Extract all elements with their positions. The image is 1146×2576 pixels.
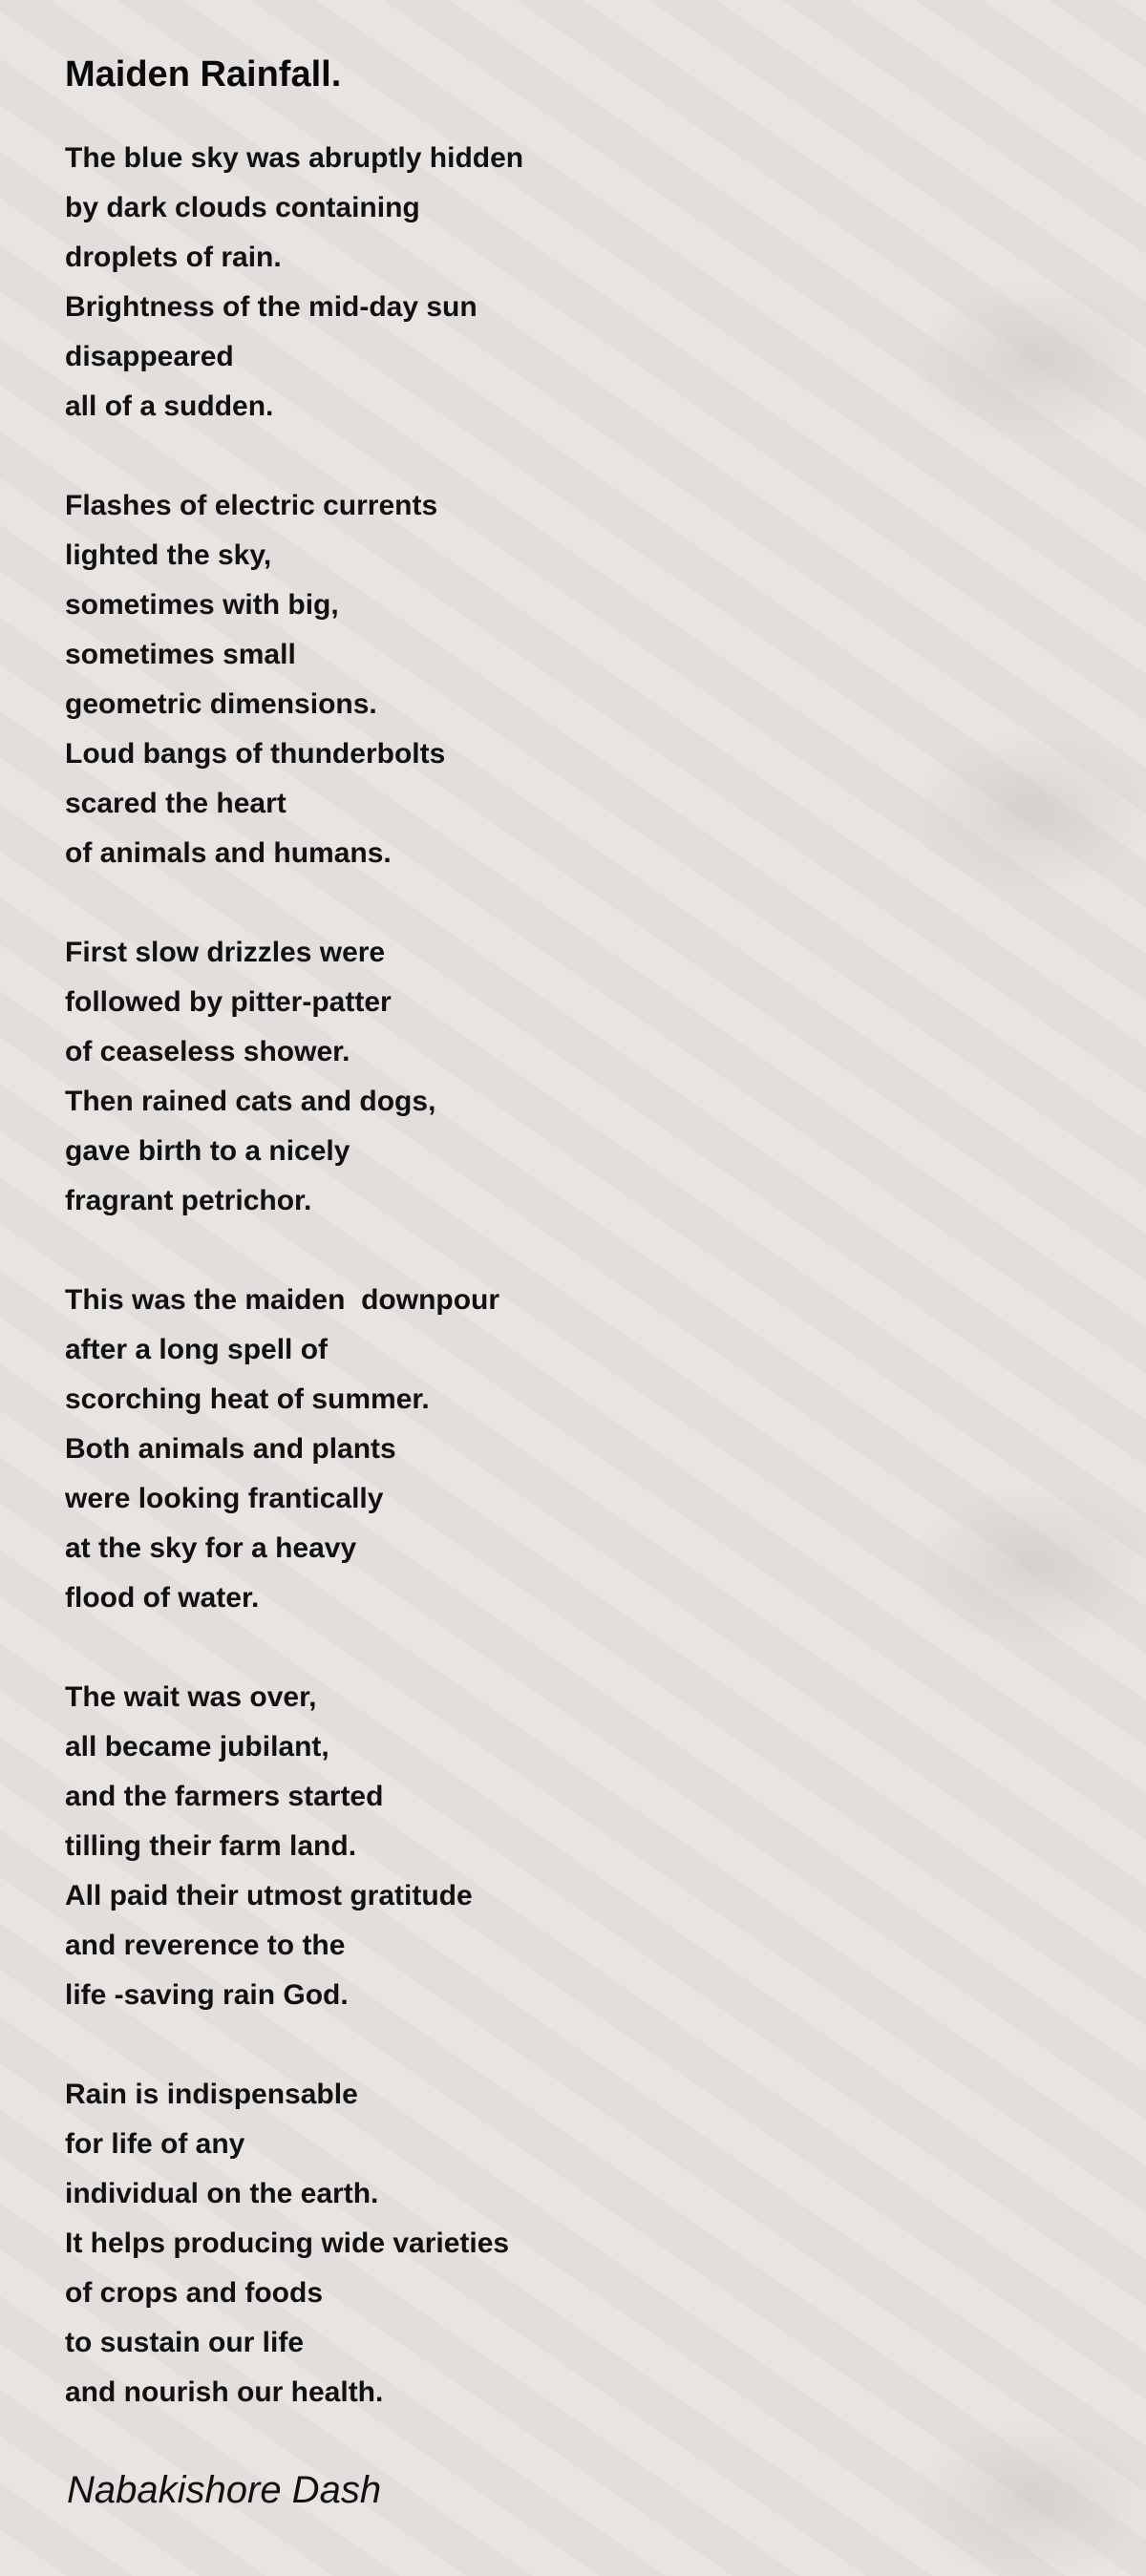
poem-line: and the farmers started [65, 1781, 384, 1812]
poem-line: of crops and foods [65, 2277, 323, 2309]
poem-line: It helps producing wide varieties [65, 2228, 510, 2259]
poem-line: lighted the sky, [65, 539, 272, 571]
poem-line: sometimes small [65, 639, 296, 670]
poem-line: geometric dimensions. [65, 688, 377, 720]
poem-line: all of a sudden. [65, 391, 274, 422]
poem-line: Flashes of electric currents [65, 490, 438, 521]
poem-body [65, 134, 1077, 2418]
poem-line: The wait was over, [65, 1681, 317, 1713]
poem-line: fragrant petrichor. [65, 1185, 312, 1216]
stanza-4 [65, 1276, 1077, 1623]
poem-line: gave birth to a nicely [65, 1135, 350, 1167]
poem-line: were looking frantically [65, 1483, 384, 1514]
poem-line: droplets of rain. [65, 242, 282, 273]
stanza-2 [65, 481, 1077, 878]
poem-line: Both animals and plants [65, 1433, 396, 1465]
poem-line: all became jubilant, [65, 1731, 329, 1763]
stanza-6 [65, 2070, 1077, 2418]
poem-line: followed by pitter-patter [65, 986, 392, 1018]
poem-line: after a long spell of [65, 1334, 329, 1365]
poem-line: Then rained cats and dogs, [65, 1086, 436, 1117]
poem-line: Brightness of the mid-day sun [65, 291, 478, 323]
poem-line: The blue sky was abruptly hidden [65, 142, 524, 174]
poem-line: sometimes with big, [65, 589, 339, 621]
poem-line: tilling their farm land. [65, 1830, 357, 1862]
poem-title: Maiden Rainfall. [65, 54, 342, 95]
poem-line: and reverence to the [65, 1930, 346, 1961]
stanza-3 [65, 928, 1077, 1226]
poem-line: Rain is indispensable [65, 2079, 358, 2110]
poem-line: by dark clouds containing [65, 192, 420, 223]
poem-line: flood of water. [65, 1582, 260, 1614]
poem-line: individual on the earth. [65, 2178, 379, 2209]
poem-line: of ceaseless shower. [65, 1036, 350, 1067]
stanza-1 [65, 134, 1077, 432]
poem-line: This was the maiden downpour [65, 1284, 500, 1316]
poem-line: at the sky for a heavy [65, 1532, 357, 1564]
poem-line: scorching heat of summer. [65, 1383, 430, 1415]
poem-line: Loud bangs of thunderbolts [65, 738, 446, 770]
poem-line: for life of any [65, 2128, 245, 2160]
poem-line: disappeared [65, 341, 234, 372]
poem-page [65, 0, 1077, 2513]
poem-line: First slow drizzles were [65, 937, 386, 968]
poem-line: scared the heart [65, 788, 286, 819]
stanza-5 [65, 1673, 1077, 2020]
poem-line: life -saving rain God. [65, 1979, 349, 2011]
poem-line: of animals and humans. [65, 837, 392, 869]
poem-author: Nabakishore Dash [67, 2469, 382, 2511]
poem-line: to sustain our life [65, 2327, 305, 2358]
poem-line: All paid their utmost gratitude [65, 1880, 473, 1911]
poem-line: and nourish our health. [65, 2376, 384, 2408]
